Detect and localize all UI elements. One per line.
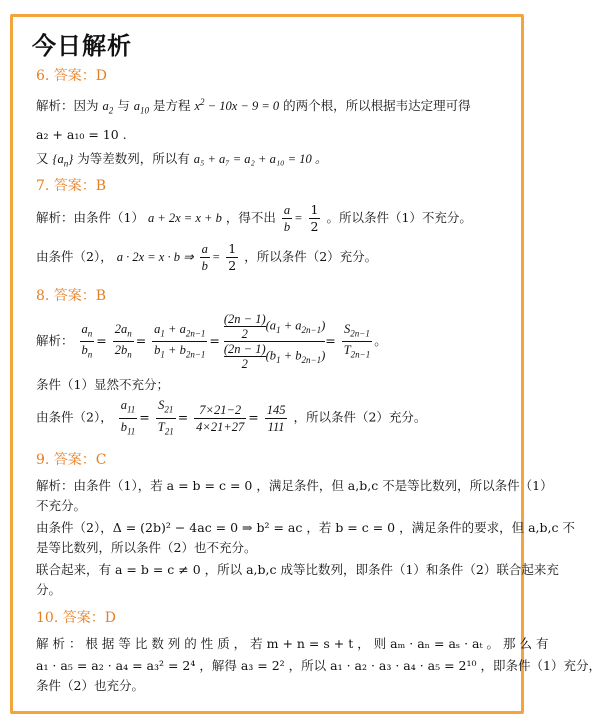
answer-6-line-2: a₂ + a₁₀ = 10 .	[36, 126, 127, 142]
answer-6	[36, 66, 506, 173]
answer-7-line-1: 解析：由条件（1） a + 2x = x + b ，得不出 $\frac{a}{b}$ = $\frac{1}{2}$ 。所以条件（1）不充分。	[36, 202, 472, 234]
answer-8	[36, 286, 506, 439]
answer-10	[36, 608, 601, 696]
answer-9-line-2: 不充分。	[36, 498, 87, 513]
answer-10-line-2: a₁ · a₅ = a₂ · a₄ = a₃² = 2⁴ ，解得 a₃ = 2² ，所以 a₁ · a₂ · a₃ · a₄ · a₅ = 2¹⁰ ，即条件（1）充分，	[36, 658, 601, 673]
answer-9-line-5: 联合起来，有 a = b = c ≠ 0 ，所以 a,b,c 成等比数列，即条件（1）和条件（2）联合起来充	[36, 562, 559, 577]
answer-9	[36, 450, 575, 600]
answer-7-line-2: 由条件（2）， a · 2x = x · b ⇒ $\frac{a}{b}$ = $\frac{1}{2}$ ，所以条件（2）充分。	[36, 241, 378, 273]
answer-7	[36, 176, 506, 274]
answer-7-heading: 7. 答案：B	[36, 178, 107, 194]
answer-9-line-3: 由条件（2），Δ = (2b)² − 4ac = 0 ⇒ b² = ac ，若 b = c = 0 ，满足条件的要求，但 a,b,c 不	[36, 520, 575, 535]
answer-9-line-4: 是等比数列，所以条件（2）也不充分。	[36, 540, 257, 555]
answer-6-line-1: 解析：因为 $a_2$ 与 $a_{10}$ 是方程 $x^2 - 10x - 9 = 0$ 的两个根，所以根据韦达定理可得	[36, 97, 471, 116]
answer-9-line-6: 分。	[36, 582, 62, 597]
answer-8-line-1: 解析： $\frac{a_n}{b_n}$ = $\frac{2a_n}{2b_n}$ = $\frac{a_1 + a_{2n-1}}{b_1 + b_{2n-1}}$ = $\frac{(2n - 1)}{2}$ $(a_1 + a_{2n-1})$ $\frac{(2n - 1)}{2}$ $(b_1 + b_{2n-1})$ = $\frac{S_{2n-1}}{T_{2n-1}}$ 。	[36, 312, 387, 371]
answer-6-line-3: 又 $\{a_n\}$ 为等差数列，所以有 a₅ + a₇ = a₂ + a₁₀ = 10 。	[36, 150, 328, 169]
answer-6-heading: 6. 答案：D	[36, 68, 108, 84]
answer-10-line-3: 条件（2）也充分。	[36, 678, 144, 693]
page-title: 今日解析	[32, 32, 132, 60]
answer-9-line-1: 解析：由条件（1），若 a = b = c = 0 ，满足条件，但 a,b,c 不是等比数列，所以条件（1）	[36, 478, 553, 493]
answer-8-heading: 8. 答案：B	[36, 288, 107, 304]
answer-10-heading: 10. 答案：D	[36, 610, 116, 626]
answer-8-line-3: 由条件（2）， $\frac{a_{11}}{b_{11}}$ = $\frac{S_{21}}{T_{21}}$ = $\frac{7\times 21-2}{4\times 21+27}$ = $\frac{145}{111}$ ，所以条件（2）充分。	[36, 398, 427, 436]
answer-9-heading: 9. 答案：C	[36, 452, 107, 468]
answer-10-line-1: 解 析 ： 根 据 等 比 数 列 的 性 质 ， 若 m + n = s + t ， 则 aₘ · aₙ = aₛ · aₜ 。 那 么 有	[36, 636, 549, 651]
answer-8-line-2: 条件（1）显然不充分；	[36, 377, 169, 392]
